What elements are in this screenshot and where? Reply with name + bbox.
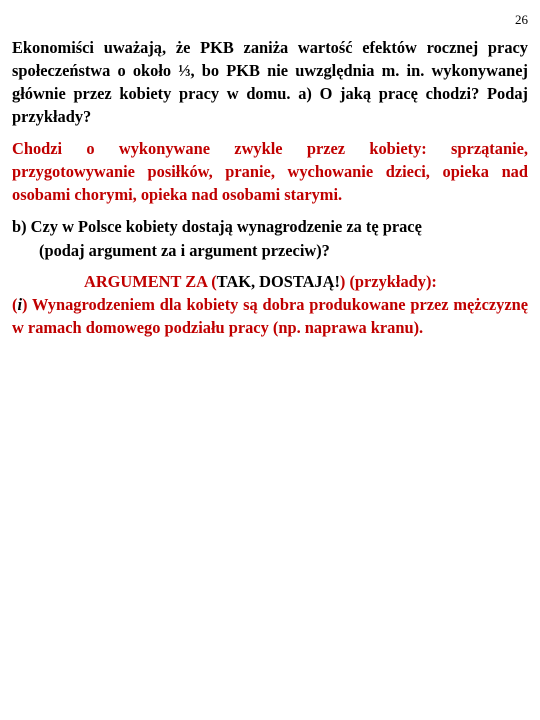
argument-item-marker: i <box>17 295 23 314</box>
argument-item-text: Wynagrodzeniem dla kobiety są dobra produkowane przez mężczyznę w ramach domowego podziału pracy (np. naprawa kranu). <box>12 295 528 337</box>
question-b <box>12 215 528 263</box>
question-b-line2: (podaj argument za i argument przeciw)? <box>39 241 330 260</box>
answer-a: Chodzi o wykonywane zwykle przez kobiety: sprzątanie, przygotowywanie posiłków, pranie, wychowanie dzieci, opieka nad osobami chorymi, opieka nad osobami starymi. <box>12 139 528 204</box>
argument-heading-open: ARGUMENT ZA ( <box>84 272 217 291</box>
argument-heading-close: ) (przykłady): <box>339 272 437 291</box>
argument-item <box>12 295 528 337</box>
question-a: Ekonomiści uważają, że PKB zaniża wartość efektów rocznej pracy społeczeństwa o około ⅓, bo PKB nie uwzględnia m. in. wykonywanej głównie przez kobiety pracy w domu. a) O jaką pracę chodzi? Podaj przykłady? <box>12 38 528 126</box>
argument-heading <box>12 272 437 291</box>
argument-heading-answer: TAK, DOSTAJĄ! <box>216 272 340 291</box>
page-number: 26 <box>515 12 528 27</box>
argument-item-open: ( <box>12 295 18 314</box>
argument-item-close: ) <box>22 295 28 314</box>
argument-for <box>12 270 528 339</box>
question-b-line1: b) Czy w Polsce kobiety dostają wynagrodzenie za tę pracę <box>12 217 422 236</box>
